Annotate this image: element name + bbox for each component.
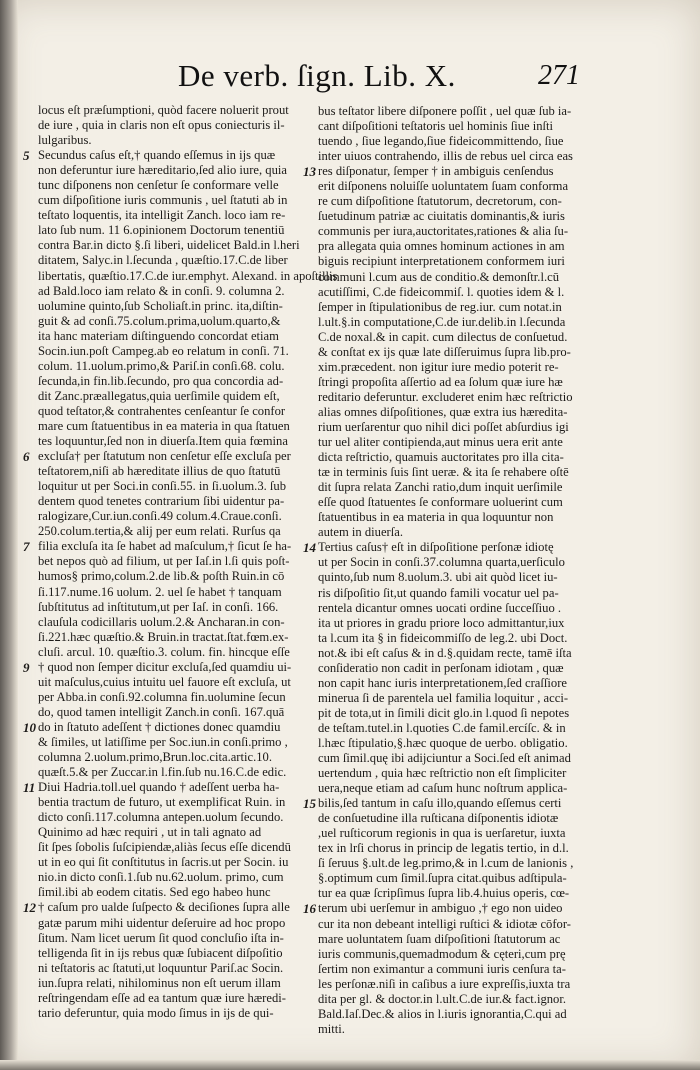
- line-text: bilis,ſed tantum in caſu illo,quando eſſemus certi: [318, 796, 562, 811]
- text-line: [318, 962, 588, 977]
- line-text: ſtatuentibus in ea materia in qua loquuntur non: [318, 510, 554, 525]
- text-line: [38, 118, 308, 133]
- text-line: [318, 947, 588, 962]
- text-line: [318, 480, 588, 495]
- right-text-column: [303, 104, 588, 1037]
- line-text: ſuetudinum patriæ ac ciuitatis dominantis,& iuris: [318, 209, 565, 224]
- page-bottom-edge: [0, 1060, 700, 1070]
- text-line: [318, 194, 588, 209]
- marginal-number: 6: [23, 449, 30, 465]
- text-line: [303, 164, 588, 180]
- text-line: [318, 811, 588, 826]
- text-line: [318, 465, 588, 480]
- line-text: colum. 11.uolum.primo,& Pariſ.in conſi.68. colu.: [38, 358, 285, 373]
- line-text: & conſtat ex ijs quæ late diſſeruimus ſupra lib.pro-: [318, 344, 571, 359]
- text-line: [38, 268, 338, 284]
- text-line: [318, 119, 588, 134]
- line-text: lato ſub num. 11 6.opinionem Doctorum tenentiū: [38, 223, 285, 238]
- text-line: [318, 917, 588, 932]
- line-text: reditario deferuntur. excluderet enim hæc reſtrictio: [318, 389, 573, 404]
- line-text: dicto conſi.117.columna antepen.uolum ſecundo.: [38, 810, 284, 825]
- text-line: [23, 148, 308, 164]
- text-line: [318, 450, 588, 465]
- text-line: [38, 825, 308, 840]
- line-text: ut per Socin in conſi.37.columna quarta,uerſiculo: [318, 555, 565, 570]
- text-line: [318, 616, 588, 631]
- line-text: tur uel aliter contipienda,aut minus uera erit ante: [318, 435, 563, 450]
- page-header: [0, 58, 700, 98]
- text-line: [303, 796, 588, 812]
- text-line: [38, 193, 308, 208]
- text-line: [318, 886, 588, 901]
- text-line: [318, 1022, 588, 1037]
- line-text: per Abba.in conſi.92.columna fin.uolumine ſecun: [38, 689, 286, 704]
- line-text: tæ in terminis ſuis ſint ueræ. & ita ſe rehabere oſtē: [318, 465, 569, 480]
- text-line: [318, 856, 588, 871]
- line-text: teſtato loquentis, ita intelligit Zanch. loco iam re-: [38, 208, 286, 223]
- text-line: [38, 705, 308, 720]
- text-line: [318, 134, 588, 149]
- text-line: [38, 675, 308, 690]
- marginal-number: 5: [23, 148, 30, 164]
- line-text: do in ſtatuto adeſſent † dictiones donec quamdiu: [38, 719, 281, 734]
- line-text: reſtringendam eſſe ad ea tantum quæ iure hæredi-: [38, 990, 286, 1005]
- line-text: dicta reſtrictio, quamuis auctoritates pro illa cita-: [318, 450, 564, 465]
- text-line: [38, 133, 308, 148]
- line-text: non capit hanc iuris interpretationem,ſed craſſiore: [318, 675, 567, 690]
- line-text: bet nepos quò ad filium, ut per Iaſ.in l.ſi quis poſt-: [38, 554, 290, 569]
- text-line: [318, 345, 588, 360]
- text-line: [318, 390, 588, 405]
- line-text: les perſonæ.niſi in caſibus a iure expreſſis,iuxta tra: [318, 976, 571, 991]
- line-text: † caſum pro ualde ſuſpecto & deciſiones ſupra alle: [38, 900, 290, 915]
- line-text: ſi ſeruus §.ult.de leg.primo,& in l.cum de lanionis ,: [318, 856, 574, 871]
- text-line: [318, 1007, 588, 1022]
- line-text: † quod non ſemper dicitur excluſa,ſed quamdiu ui-: [38, 659, 292, 674]
- line-text: quæſt.5.& per Zuccar.in l.fin.ſub nu.16.C.de edic.: [38, 765, 287, 780]
- text-line: [318, 360, 588, 375]
- text-line: [318, 661, 588, 676]
- text-line: [38, 374, 308, 389]
- marginal-number: 16: [303, 901, 316, 917]
- text-line: [318, 239, 588, 254]
- text-line: [318, 224, 588, 239]
- text-line: [38, 524, 308, 539]
- line-text: pit de tota,ut in ſimili dicit glo.in l.quod ſi nepotes: [318, 705, 570, 720]
- text-line: [23, 780, 308, 796]
- text-line: [318, 781, 588, 796]
- text-line: [23, 449, 308, 465]
- line-text: loquitur ut per Soci.in conſi.55. in ſi.uolum.3. ſub: [38, 479, 287, 494]
- line-text: ſi.221.hæc quæſtio.& Bruin.in tractat.ſtat.fœm.ex-: [38, 629, 289, 644]
- line-text: uolumine quinto,ſub Scholiaſt.in princ. ita,diſtin-: [38, 298, 283, 313]
- line-text: uera,neque etiam ad caſum hunc noſtrum applica-: [318, 781, 568, 796]
- line-text: Diui Hadria.toll.uel quando † adeſſent uerba ha-: [38, 780, 280, 795]
- text-line: [38, 464, 308, 479]
- line-text: re cum diſpoſitione ſtatutorum, decretorum, con-: [318, 194, 562, 209]
- text-line: [38, 178, 308, 193]
- line-text: ſimil.ibi ab eodem citatis. Sed ego habeo hunc: [38, 885, 271, 900]
- text-line: [38, 645, 308, 660]
- text-line: [38, 103, 308, 118]
- line-text: & ſimiles, ut latiſſime per Soc.iun.in conſi.primo ,: [38, 734, 288, 749]
- line-text: mare uoluntatem ſuam diſpoſitioni ſtatutorum ac: [318, 931, 561, 946]
- line-text: bus teſtator libere diſponere poſſit , uel quæ ſub ia-: [318, 104, 572, 118]
- marginal-number: 10: [23, 719, 36, 735]
- text-line: [38, 1006, 308, 1021]
- text-line: [318, 525, 588, 540]
- line-text: dita per gl. & doctor.in l.ult.C.de iur.& fact.ignor.: [318, 991, 566, 1006]
- line-text: pra allegata quia omnes hominum actiones in am: [318, 239, 565, 254]
- text-line: [318, 435, 588, 450]
- text-line: [38, 569, 308, 584]
- text-line: [38, 163, 308, 178]
- line-text: de iure , quia in claris non eſt opus coniecturis il-: [38, 118, 285, 133]
- line-text: quinto,ſub num 8.uolum.3. ubi ait quòd licet iu-: [318, 570, 558, 585]
- text-line: [318, 555, 588, 570]
- line-text: communis per iura,auctoritates,rationes & alia ſu-: [318, 224, 569, 239]
- line-text: bentia tractum de futuro, ut exemplificat Ruin. in: [38, 795, 286, 810]
- line-text: humos§ primo,colum.2.de lib.& poſth Ruin.in cō: [38, 569, 285, 584]
- line-text: teſtatorem,niſi ab hæreditate illius de quo ſtatutū: [38, 464, 281, 479]
- text-line: [318, 586, 588, 601]
- text-line: [38, 284, 308, 299]
- line-text: ſit ſpes ſobolis ſuſcipiendæ,aliàs ſecus eſſe dicendū: [38, 840, 291, 855]
- text-line: [318, 751, 588, 766]
- text-line: [38, 765, 308, 780]
- line-text: ſi.117.nume.16 uolum. 2. uel ſe habet † tanquam: [38, 584, 282, 599]
- line-text: biguis recipiunt interpretationem conformem iuri: [318, 254, 565, 269]
- line-text: Socin.iun.poſt Campeg.ab eo relatum in conſi. 71.: [38, 343, 289, 358]
- marginal-number: 14: [303, 540, 316, 556]
- line-text: ſemper in ſtipulationibus de reg.iur. cum notat.in: [318, 299, 562, 314]
- page-number: 271: [538, 60, 580, 91]
- line-text: excluſa† per ſtatutum non cenſetur eſſe excluſa per: [38, 449, 291, 464]
- line-text: ,uel ruſticorum regionis in qua is uerſaretur, iuxta: [318, 826, 566, 841]
- line-text: ſecunda,in fin.lib.ſecundo, pro qua concordia ad-: [38, 373, 284, 388]
- text-line: [38, 855, 308, 870]
- text-line: [38, 750, 308, 765]
- text-line: [303, 901, 588, 917]
- line-text: dit Zanc.præallegatus,quia uerſimile quidem eſt,: [38, 388, 280, 403]
- text-line: [318, 495, 588, 510]
- line-text: uertendum , quia hæc reſtrictio non eſt ſimpliciter: [318, 766, 567, 781]
- line-text: Secundus caſus eſt,† quando eſſemus in ijs quæ: [38, 148, 276, 163]
- line-text: tunc diſponens non cenſetur ſe conformare velle: [38, 178, 279, 193]
- line-text: res diſponatur, ſemper † in ambiguis cenſendus: [318, 164, 554, 179]
- line-text: columna 2.uolum.primo,Brun.loc.cita.artic.10.: [38, 750, 272, 765]
- text-line: [38, 479, 308, 494]
- line-text: ſertim non eximantur a communi iuris cenſura ta-: [318, 961, 566, 976]
- line-text: inter uiuos contrahendo, illis de rebus uel circa eas: [318, 149, 573, 164]
- text-line: [38, 840, 308, 855]
- line-text: ni teſtatoris ac ſtatuti,ut loquuntur Pariſ.ac Socin.: [38, 960, 284, 975]
- text-line: [318, 977, 588, 992]
- text-line: [318, 676, 588, 691]
- text-line: [318, 601, 588, 616]
- text-line: [318, 736, 588, 751]
- marginal-number: 15: [303, 796, 316, 812]
- line-text: non deferuntur iure hæreditario,ſed alio iure, quia: [38, 163, 287, 178]
- text-line: [318, 510, 588, 525]
- text-line: [38, 600, 308, 615]
- text-line: [318, 375, 588, 390]
- line-text: gatæ parum mihi uidentur deſeruire ad hoc propo: [38, 915, 286, 930]
- line-text: mare cum ſtatuentibus in ea materia in qua ſtatuen: [38, 418, 290, 433]
- line-text: filia excluſa ita ſe habet ad maſculum,† ſicut ſe ha-: [38, 539, 292, 554]
- text-line: [318, 631, 588, 646]
- text-line: [38, 359, 308, 374]
- line-text: mitti.: [318, 1021, 345, 1036]
- line-text: ita ut priores in gradu priore loco admittantur,iux: [318, 615, 565, 630]
- line-text: eſſe quod ſtatuentes ſe conformare uoluerint cum: [318, 495, 563, 510]
- text-line: [38, 509, 308, 524]
- line-text: cur ita non debeant intelligi ruſtici & idiotæ cōfor-: [318, 916, 571, 931]
- text-line: [318, 330, 588, 345]
- line-text: 250.colum.tertia,& alij per eum relati. Rurſus qa: [38, 524, 281, 539]
- line-text: cum ſimil.quę ibi adijciuntur a Soci.ſed eſt animad: [318, 751, 571, 766]
- text-line: [38, 931, 308, 946]
- text-line: [38, 991, 308, 1006]
- text-line: [38, 630, 308, 645]
- line-text: communi l.cum aus de conditio.& demonſtr.l.cū: [318, 269, 559, 284]
- marginal-number: 9: [23, 659, 30, 675]
- line-text: dentem quod tenetes contrarium ſibi uidentur pa-: [38, 494, 285, 509]
- marginal-number: 7: [23, 539, 30, 555]
- line-text: locus eſt præſumptioni, quòd facere noluerit prout: [38, 103, 289, 117]
- line-text: cant diſpoſitioni teſtatoris uel hominis ſiue inſti: [318, 119, 554, 134]
- line-text: nio.in dicto conſi.1.ſub nu.62.uolum. primo, cum: [38, 870, 284, 885]
- text-line: [318, 285, 588, 300]
- text-line: [38, 223, 308, 238]
- marginal-number: 13: [303, 164, 316, 180]
- text-line: [318, 104, 588, 119]
- line-text: tex in lrſi chorus in princip de legatis tertio, in d.l.: [318, 841, 569, 856]
- running-title: De verb. ſign. Lib. X.: [178, 58, 456, 93]
- line-text: ta l.cum ita § in fideicommiſſo de leg.2. ubi Doct.: [318, 630, 568, 645]
- line-text: conſideratio non cadit in perſonam idiotam , quæ: [318, 660, 564, 675]
- page-gutter-edge: [0, 0, 18, 1070]
- line-text: tes loquuntur,ſed non in diuerſa.Item quia fœmina: [38, 434, 288, 449]
- text-line: [38, 976, 308, 991]
- text-line: [38, 314, 308, 329]
- line-text: ralogizare,Cur.iun.conſi.49 colum.4.Craue.conſi.: [38, 509, 282, 524]
- line-text: §.optimum cum ſimil.ſupra citat.quibus adſtipula-: [318, 871, 567, 886]
- line-text: tur ea quæ ſcripſimus ſupra lib.4.huius operis, cœ-: [318, 886, 570, 901]
- line-text: de teſtam.tutel.in l.quoties C.de famil.ercíſc. & in: [318, 720, 566, 735]
- line-text: clauſula codicillaris uolum.2.& Ancharan.in con-: [38, 614, 285, 629]
- line-text: do, quod tamen intelligit Zanch.in conſi. 167.quā: [38, 704, 285, 719]
- line-text: alias omnes diſpoſitiones, quæ extra ius hæredita-: [318, 404, 568, 419]
- text-line: [38, 870, 308, 885]
- line-text: autem in diuerſa.: [318, 525, 403, 540]
- text-line: [38, 885, 308, 900]
- text-line: [38, 419, 308, 434]
- text-line: [38, 585, 308, 600]
- text-line: [38, 329, 308, 344]
- text-line: [38, 238, 308, 253]
- line-text: ita hanc materiam diſtinguendo concordat etiam: [38, 328, 279, 343]
- line-text: not.& ibi eſt caſus & in d.§.quidam recte, tamē iſta: [318, 645, 572, 660]
- text-line: [23, 659, 308, 675]
- line-text: libertatis, quæſtio.17.C.de iur.emphyt. Alexand. in apoſtillis: [38, 268, 338, 283]
- line-text: ad Bald.loco iam relato & in conſi. 9. columna 2.: [38, 283, 285, 298]
- text-line: [318, 270, 588, 285]
- text-line: [23, 719, 308, 735]
- line-text: cluſi. arcul. 10. quæſtio.3. colum. fin. hincque eſſe: [38, 644, 290, 659]
- text-line: [318, 315, 588, 330]
- line-text: lulgaribus.: [38, 133, 92, 148]
- line-text: tario deferuntur, quia modo ſimus in ijs de qui-: [38, 1005, 274, 1020]
- text-line: [318, 992, 588, 1007]
- text-line: [38, 299, 308, 314]
- text-line: [318, 766, 588, 781]
- line-text: l.hæc ſtipulatio,§.hæc quoque de uerbo. obligatio.: [318, 735, 568, 750]
- line-text: contra Bar.in dicto §.ſi liberi, uidelicet Bald.in l.heri: [38, 238, 300, 253]
- line-text: iun.ſupra relati, nihilominus non eſt uerum illam: [38, 975, 281, 990]
- text-line: [38, 494, 308, 509]
- text-line: [23, 539, 308, 555]
- text-line: [318, 209, 588, 224]
- line-text: rentela dicantur omnes uocati ordine ſucceſſiuo .: [318, 600, 562, 615]
- line-text: ſitum. Nam licet uerum ſit quod concluſio iſta in-: [38, 930, 284, 945]
- text-line: [318, 646, 588, 661]
- marginal-number: 11: [23, 780, 36, 796]
- text-line: [38, 961, 308, 976]
- text-line: [303, 540, 588, 556]
- line-text: l.ult.§.in computatione,C.de iur.delib.in l.ſecunda: [318, 314, 566, 329]
- line-text: quod teſtator,& contrahentes cenſeantur ſe confor: [38, 403, 286, 418]
- line-text: ditatem, Salyc.in l.ſecunda , quæſtio.17.C.de liber: [38, 253, 288, 268]
- line-text: telligenda ſit in ijs rebus quæ ſubiacent diſpoſitio: [38, 945, 283, 960]
- text-line: [38, 615, 308, 630]
- line-text: ut in eo qui ſit conſtitutus in ſacris.ut per Socin. iu: [38, 855, 289, 870]
- line-text: cum diſpoſitione iuris communis , uel ſtatuti ab in: [38, 193, 288, 208]
- line-text: erit diſponens noluiſſe uoluntatem ſuam conforma: [318, 179, 569, 194]
- line-text: ſtringi propoſita aſſertio ad ea ſolum quæ iure hæ: [318, 374, 563, 389]
- line-text: guit & ad conſi.75.colum.prima,uolum.quarto,&: [38, 313, 281, 328]
- line-text: ris diſpoſitio ſit,ut quando famili vocatur uel pa-: [318, 585, 559, 600]
- text-line: [318, 149, 588, 164]
- text-line: [38, 795, 308, 810]
- text-line: [318, 691, 588, 706]
- line-text: dit ſupra relata Zanchi ratio,dum inquit uerſimile: [318, 480, 563, 495]
- text-line: [38, 810, 308, 825]
- text-line: [38, 690, 308, 705]
- text-line: [38, 916, 308, 931]
- line-text: rium uerſarentur quo nihil dici poſſet abſurdius igi: [318, 419, 569, 434]
- line-text: Quinimo ad hæc requiri , ut in tali agnato ad: [38, 825, 262, 840]
- text-line: [38, 404, 308, 419]
- text-line: [318, 300, 588, 315]
- text-line: [38, 344, 308, 359]
- text-line: [38, 434, 308, 449]
- text-line: [38, 208, 308, 223]
- text-line: [38, 389, 308, 404]
- text-line: [38, 554, 308, 569]
- text-line: [38, 946, 308, 961]
- text-line: [318, 841, 588, 856]
- line-text: terum ubi uerſemur in ambiguo ,† ego non uideo: [318, 901, 563, 916]
- text-line: [318, 420, 588, 435]
- line-text: iuris communis,quemadmodum & cęteri,cum prę: [318, 946, 566, 961]
- line-text: de conſuetudine illa ruſticana diſponentis idiotæ: [318, 811, 559, 826]
- line-text: uit maſculus,cuius intuitu uel fauore eſt excluſa, ut: [38, 674, 291, 689]
- text-line: [318, 932, 588, 947]
- line-text: xim.præcedent. non igitur iure medio poterit re-: [318, 359, 559, 374]
- text-line: [38, 253, 308, 268]
- marginal-number: 12: [23, 900, 36, 916]
- text-line: [318, 179, 588, 194]
- text-line: [318, 405, 588, 420]
- text-line: [318, 706, 588, 721]
- line-text: tuendo , ſiue legando,ſiue fideicommittendo, ſiue: [318, 134, 564, 149]
- text-line: [38, 735, 308, 750]
- line-text: minerua ſi de parentela uel familia loquitur , acci-: [318, 690, 569, 705]
- line-text: C.de noxal.& in capit. cum dilectus de conſuetud.: [318, 329, 568, 344]
- line-text: Tertius caſus† eſt in diſpoſitione perſonæ idiotę: [318, 540, 554, 555]
- text-line: [318, 721, 588, 736]
- text-line: [318, 254, 588, 269]
- text-line: [318, 570, 588, 585]
- text-line: [318, 826, 588, 841]
- text-line: [23, 900, 308, 916]
- line-text: acutiſſimi, C.de fideicommiſ. l. quoties idem & l.: [318, 284, 565, 299]
- text-line: [318, 871, 588, 886]
- line-text: Bald.Iaſ.Dec.& alios in l.iuris ignorantia,C.qui ad: [318, 1006, 567, 1021]
- line-text: ſubſtitutus ad inſtitutum,ut per Iaſ. in conſi. 166.: [38, 599, 279, 614]
